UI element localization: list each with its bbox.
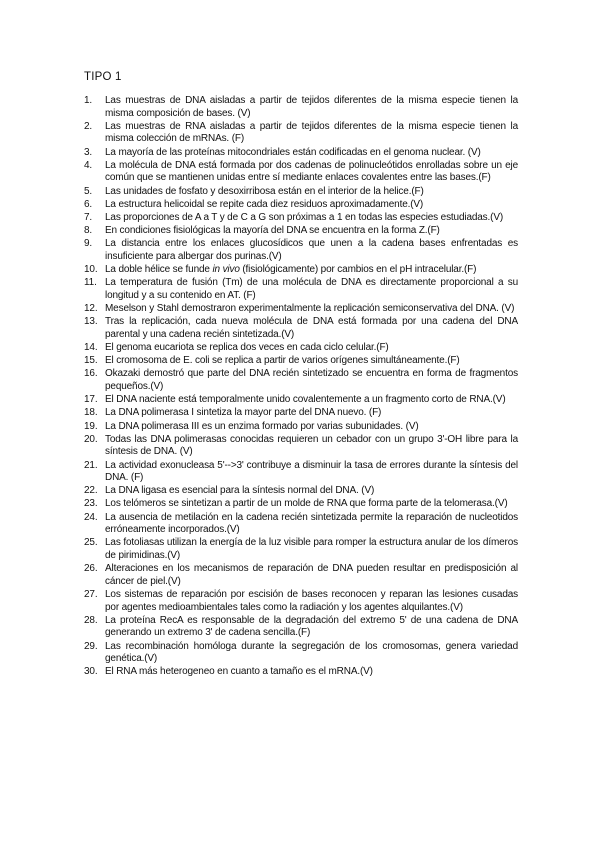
list-item (84, 316, 518, 341)
item-number: 14. (84, 342, 98, 353)
list-item (84, 147, 518, 160)
item-number: 15. (84, 355, 98, 367)
list-item (84, 641, 518, 666)
item-text: La estructura helicoidal se repite cada diez residuos aproximadamente.(V) (105, 198, 424, 210)
item-text: Tras la replicación, cada nueva molécula de DNA está formada por una cadena del DNA parental y una cadena recién sintetizada.(V) (105, 316, 518, 340)
item-number: 7. (84, 211, 93, 223)
item-number: 8. (84, 225, 93, 237)
item-text: La ausencia de metilación en la cadena recién sintetizada permite la reparación de nucleotidos erróneamente incorporados.(V) (105, 511, 518, 536)
item-number: 4. (84, 159, 93, 171)
item-number: 6. (84, 198, 93, 210)
list-item (84, 537, 518, 562)
list-item (84, 407, 518, 420)
item-text-start: La doble hélice se funde (105, 264, 213, 276)
list-item (84, 563, 518, 588)
list-item (84, 434, 518, 459)
list-item (84, 238, 518, 263)
item-text: Todas las DNA polimerasas conocidas requieren un cebador con un grupo 3'-OH libre para la síntesis de DNA. (V) (105, 433, 518, 458)
item-number: 18. (84, 407, 98, 419)
list-item (84, 160, 518, 185)
question-list (84, 95, 518, 680)
item-text: El RNA más heterogeneo en cuanto a tamaño es el mRNA.(V) (105, 666, 373, 678)
item-number: 9. (84, 238, 93, 250)
item-text: El DNA naciente está temporalmente unido covalentemente a un fragmento corto de RNA.(V) (105, 394, 506, 406)
list-item (84, 460, 518, 485)
item-text: La DNA ligasa es esencial para la síntesis normal del DNA. (V) (105, 485, 375, 497)
item-number: 11. (84, 277, 97, 289)
item-text: Las fotoliasas utilizan la energía de la luz visible para romper la estructura anular de los dímeros de pirimidinas.(V) (105, 537, 518, 562)
item-text: Okazaki demostró que parte del DNA recién sintetizado se encuentra en forma de fragmentos pequeños.(V) (105, 368, 518, 392)
list-item (84, 394, 518, 407)
list-item (84, 225, 518, 238)
item-number: 12. (84, 303, 98, 315)
item-number: 16. (84, 368, 98, 380)
italic-term: in vivo (212, 264, 240, 276)
item-text: Los telómeros se sintetizan a partir de un molde de RNA que forma parte de la telomerasa.(V) (105, 498, 508, 510)
item-text: En condiciones fisiológicas la mayoría del DNA se encuentra en la forma Z.(F) (105, 225, 440, 237)
item-text-end: (fisiológicamente) por cambios en el pH intracelular.(F) (239, 264, 477, 276)
item-text: Las proporciones de A a T y de C a G son próximas a 1 en todas las especies estudiadas.(V) (105, 211, 504, 223)
item-number: 1. (84, 95, 93, 106)
list-item (84, 95, 518, 120)
item-number: 24. (84, 511, 98, 523)
item-number: 29. (84, 640, 98, 652)
item-text: Los sistemas de reparación por escisión de bases reconocen y reparan las lesiones cusadas por agentes medioambientales tales como la radiación y los agentes alquilantes.(V) (105, 589, 518, 613)
item-text: Las unidades de fosfato y desoxirribosa están en el interior de la helice.(F) (105, 185, 424, 197)
item-text: Meselson y Stahl demostraron experimentalmente la replicación semiconservativa del DNA. (V) (105, 303, 515, 315)
list-item (84, 589, 518, 614)
item-number: 5. (84, 185, 93, 197)
item-text: La DNA polimerasa III es un enzima formado por varias subunidades. (V) (105, 420, 419, 432)
list-item (84, 498, 518, 511)
item-number: 20. (84, 433, 98, 445)
item-number: 3. (84, 146, 93, 158)
item-number: 22. (84, 485, 98, 497)
item-number: 17. (84, 394, 98, 406)
list-item (84, 615, 518, 640)
document-title: TIPO 1 (84, 71, 122, 83)
list-item (84, 666, 518, 679)
item-text: La mayoría de las proteínas mitocondriales están codificadas en el genoma nuclear. (V) (105, 146, 481, 158)
item-text: Alteraciones en los mecanismos de reparación de DNA pueden resultar en predisposición al cáncer de piel.(V) (105, 563, 518, 587)
item-text: La proteína RecA es responsable de la degradación del extremo 5' de una cadena de DNA generando un extremo 3' de cadena sencilla.(F) (105, 614, 518, 639)
list-item (84, 485, 518, 498)
list-item (84, 368, 518, 393)
list-item (84, 512, 518, 537)
item-text (105, 264, 518, 277)
list-item (84, 264, 518, 277)
item-text: La DNA polimerasa I sintetiza la mayor parte del DNA nuevo. (F) (105, 407, 382, 419)
item-text: Las recombinación homóloga durante la segregación de los cromosomas, genera variedad genética.(V) (105, 640, 518, 665)
list-item (84, 199, 518, 212)
item-number: 23. (84, 498, 98, 510)
item-number: 28. (84, 614, 98, 626)
item-text: Las muestras de RNA aisladas a partir de tejidos diferentes de la misma especie tienen la misma colección de mRNAs. (F) (105, 120, 518, 145)
item-number: 27. (84, 589, 98, 600)
item-text: La distancia entre los enlaces glucosídicos que unen a la cadena bases enfrentadas es insuficiente para albergar dos purinas.(V) (105, 238, 518, 262)
item-text: La molécula de DNA está formada por dos cadenas de polinucleótidos enrolladas sobre un eje común que se mantienen unidas entre sí mediante enlaces covalentes entre las bases.(F) (105, 159, 518, 184)
list-item (84, 186, 518, 199)
item-text: La temperatura de fusión (Tm) de una molécula de DNA es directamente proporcional a su longitud y a su contenido en AT. (F) (105, 277, 518, 301)
list-item (84, 277, 518, 302)
item-text: El genoma eucariota se replica dos veces en cada ciclo celular.(F) (105, 342, 389, 353)
list-item (84, 421, 518, 434)
item-number: 26. (84, 563, 98, 575)
list-item (84, 342, 518, 355)
item-number: 21. (84, 459, 98, 471)
item-number: 19. (84, 420, 98, 432)
item-text: La actividad exonucleasa 5'-->3' contribuye a disminuir la tasa de errores durante la síntesis del DNA. (F) (105, 459, 518, 484)
item-number: 2. (84, 120, 93, 132)
list-item (84, 303, 518, 316)
list-item (84, 121, 518, 146)
item-number: 13. (84, 316, 98, 328)
list-item (84, 212, 518, 225)
item-number: 10. (84, 264, 98, 276)
list-item (84, 355, 518, 368)
item-number: 30. (84, 666, 98, 678)
item-text: Las muestras de DNA aisladas a partir de tejidos diferentes de la misma especie tienen la misma composición de bases. (V) (105, 95, 518, 119)
item-number: 25. (84, 537, 98, 549)
item-text: El cromosoma de E. coli se replica a partir de varios orígenes simultáneamente.(F) (105, 355, 460, 367)
